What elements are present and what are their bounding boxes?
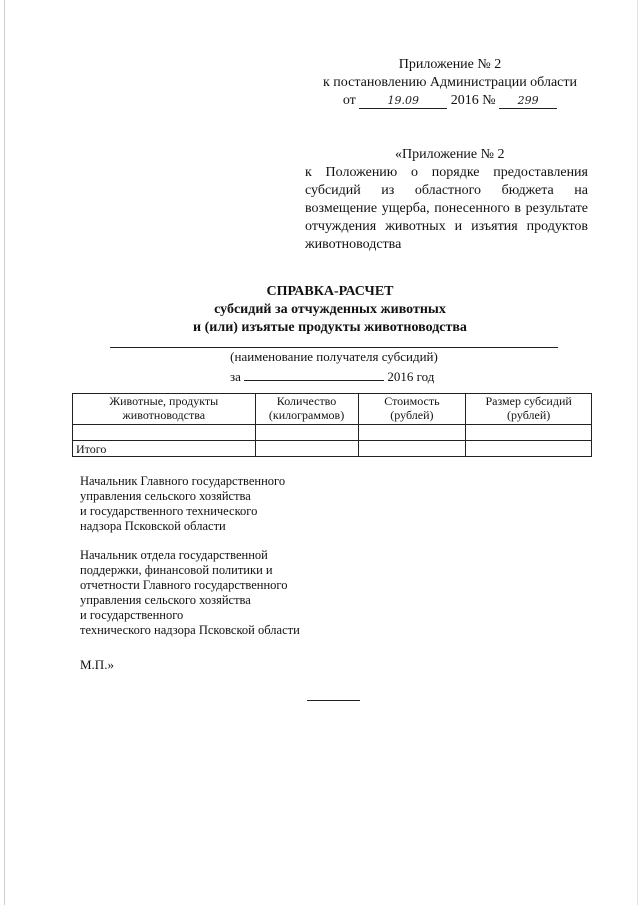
stamp-placeholder: М.П.» — [80, 657, 114, 672]
table-row — [73, 425, 592, 441]
column-header-cost: Стоимость (рублей) — [358, 394, 466, 425]
date-handwritten: 19.09 — [387, 94, 420, 107]
calculation-table — [72, 393, 592, 457]
appendix-date-line — [300, 92, 600, 110]
column-header-subsidy: Размер субсидий (рублей) — [466, 394, 592, 425]
year-number-label: 2016 № — [450, 93, 496, 108]
column-header-animals: Животные, продукты животноводства — [73, 394, 256, 425]
number-handwritten: 299 — [517, 94, 539, 107]
signatory-head-of-directorate: Начальник Главного государственного управления сельского хозяйства и государственного технического надзора Псковской области — [80, 474, 286, 533]
table-cell — [255, 441, 358, 457]
appendix-header — [300, 56, 600, 110]
document-title — [100, 283, 560, 337]
table-cell — [466, 425, 592, 441]
date-field — [359, 94, 447, 109]
number-field — [499, 94, 557, 109]
end-separator-line — [307, 700, 360, 701]
title-line-2: субсидий за отчужденных животных — [214, 302, 446, 317]
table-total-row — [73, 441, 592, 457]
table-cell — [358, 425, 466, 441]
scan-edge-right — [637, 0, 638, 905]
total-label: Итого — [73, 441, 256, 457]
signatory-head-of-department: Начальник отдела государственной поддержки, финансовой политики и отчетности Главного государственного управления сельского хозяйства и государственного технического надзора Псковской области — [80, 548, 300, 637]
title-line-3: и (или) изъятые продукты животноводства — [193, 320, 467, 335]
year-line-content — [230, 366, 434, 385]
year-suffix: 2016 год — [387, 369, 435, 384]
from-label: от — [342, 93, 356, 108]
table-cell — [358, 441, 466, 457]
scan-edge-left — [4, 0, 5, 905]
regulation-appendix-title: «Приложение № 2 — [395, 147, 505, 162]
table-cell — [255, 425, 358, 441]
regulation-appendix — [305, 146, 588, 254]
period-field — [244, 366, 384, 381]
recipient-caption: (наименование получателя субсидий) — [230, 349, 438, 364]
table-header-row — [73, 394, 592, 425]
regulation-appendix-body: к Положению о порядке предоставления субсидий из областного бюджета на возмещение ущерба, понесенного в результате отчуждения животных и изъятия продуктов животноводства — [305, 165, 588, 252]
title-line-1: СПРАВКА-РАСЧЕТ — [266, 284, 394, 299]
year-prefix: за — [230, 369, 241, 384]
table-cell — [466, 441, 592, 457]
table-cell — [73, 425, 256, 441]
appendix-resolution-ref: к постановлению Администрации области — [323, 75, 577, 90]
column-header-quantity: Количество (килограммов) — [255, 394, 358, 425]
recipient-name-line — [110, 347, 558, 348]
appendix-title: Приложение № 2 — [398, 57, 502, 72]
